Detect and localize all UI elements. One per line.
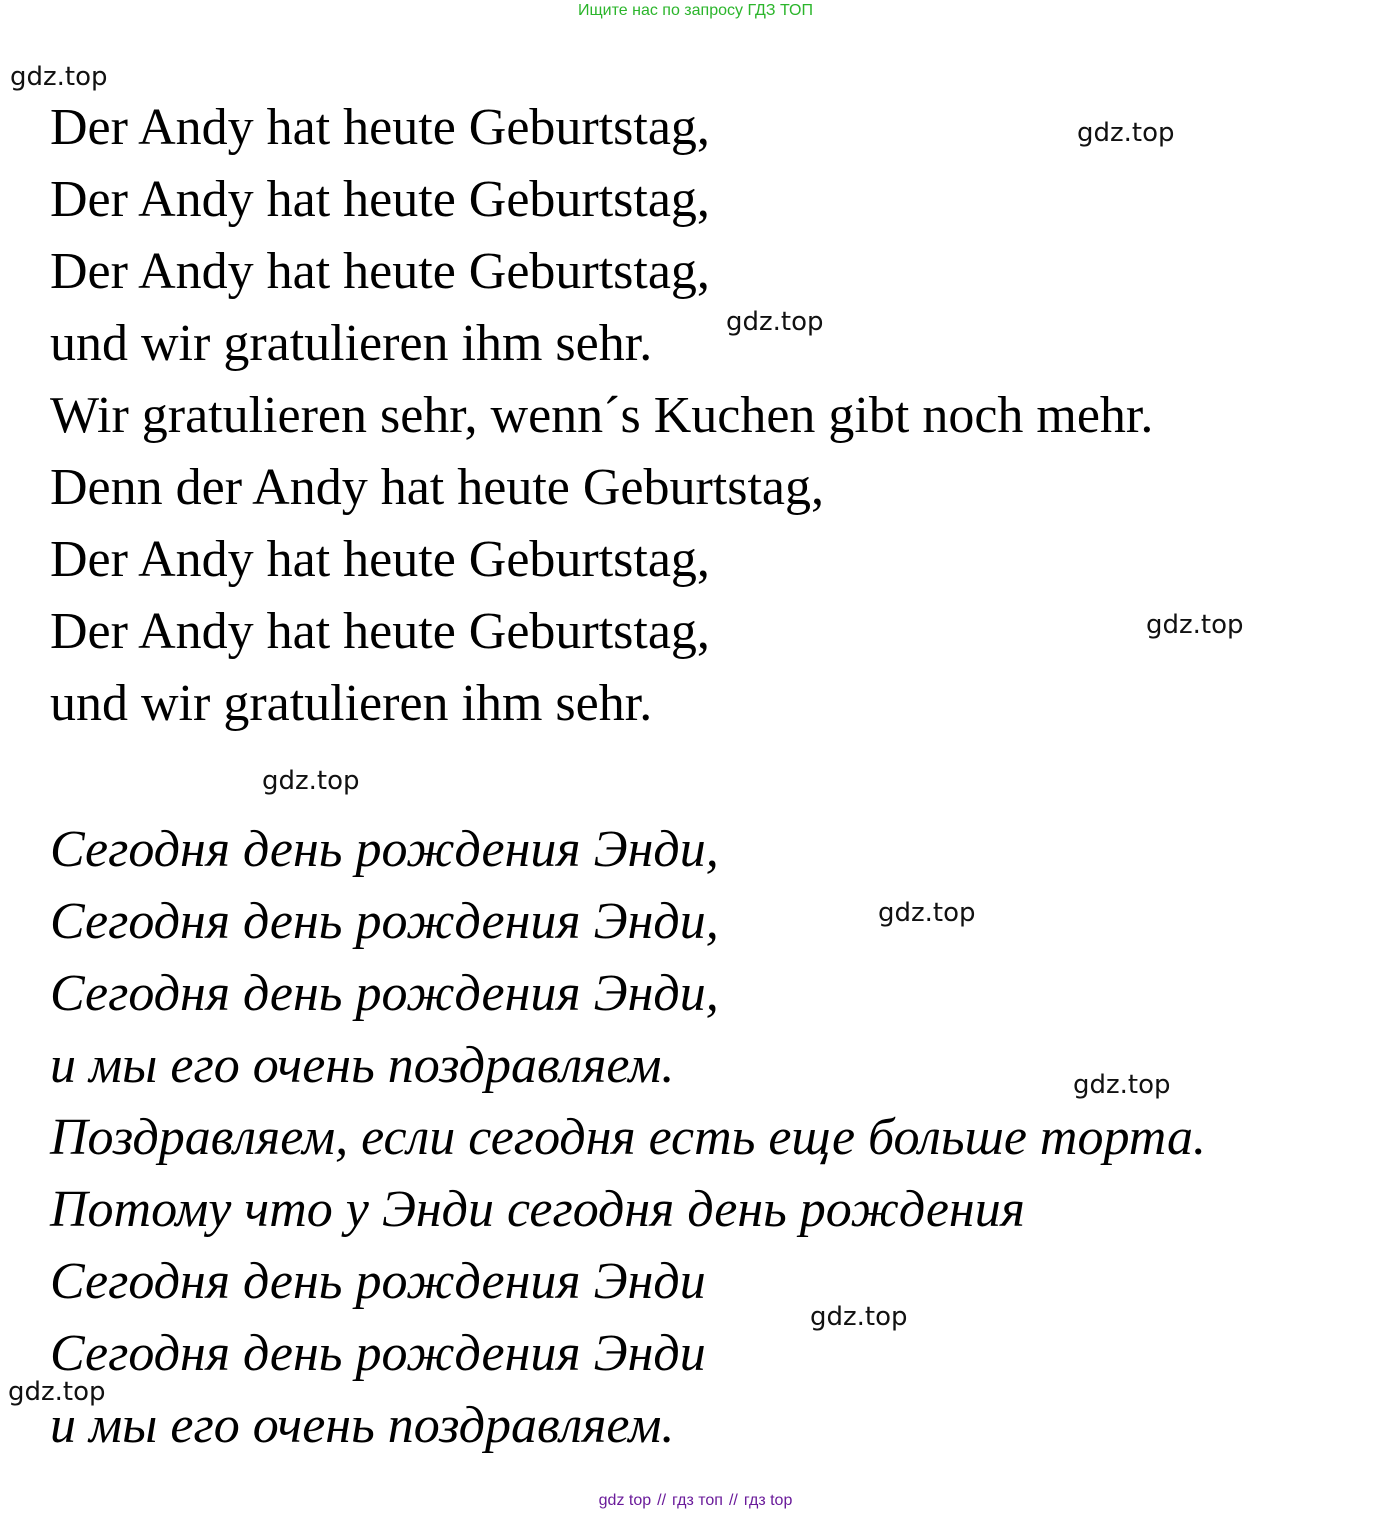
footer-separator: // <box>657 1492 667 1509</box>
german-line: Der Andy hat heute Geburtstag, <box>50 99 710 156</box>
german-line: und wir gratulieren ihm sehr. <box>50 315 653 372</box>
watermark: gdz.top <box>262 766 360 796</box>
footer-link[interactable]: гдз top <box>743 1492 793 1509</box>
watermark: gdz.top <box>1073 1070 1171 1100</box>
german-line: Wir gratulieren sehr, wenn´s Kuchen gibt noch mehr. <box>50 387 1154 444</box>
watermark: gdz.top <box>878 898 976 928</box>
watermark: gdz.top <box>10 62 108 92</box>
footer-links <box>0 1492 1391 1510</box>
german-line: Der Andy hat heute Geburtstag, <box>50 243 710 300</box>
german-line: Der Andy hat heute Geburtstag, <box>50 603 710 660</box>
footer-link[interactable]: gdz top <box>598 1492 652 1509</box>
watermark: gdz.top <box>810 1302 908 1332</box>
german-line: Denn der Andy hat heute Geburtstag, <box>50 459 825 516</box>
watermark: gdz.top <box>726 307 824 337</box>
russian-line: Сегодня день рождения Энди, <box>50 821 719 878</box>
german-line: Der Andy hat heute Geburtstag, <box>50 531 710 588</box>
watermark: gdz.top <box>8 1377 106 1407</box>
german-line: Der Andy hat heute Geburtstag, <box>50 171 710 228</box>
watermark: gdz.top <box>1077 118 1175 148</box>
russian-line: и мы его очень поздравляем. <box>50 1037 675 1094</box>
russian-line: Потому что у Энди сегодня день рождения <box>50 1181 1025 1238</box>
russian-line: Сегодня день рождения Энди, <box>50 965 719 1022</box>
footer-separator: // <box>728 1492 738 1509</box>
russian-line: и мы его очень поздравляем. <box>50 1397 675 1454</box>
russian-line: Сегодня день рождения Энди <box>50 1253 706 1310</box>
footer-link[interactable]: гдз топ <box>672 1492 723 1509</box>
watermark: gdz.top <box>1146 610 1244 640</box>
russian-line: Сегодня день рождения Энди <box>50 1325 706 1382</box>
russian-line: Поздравляем, если сегодня есть еще больше торта. <box>50 1109 1206 1166</box>
german-line: und wir gratulieren ihm sehr. <box>50 675 653 732</box>
top-banner: Ищите нас по запросу ГДЗ ТОП <box>578 2 813 19</box>
russian-line: Сегодня день рождения Энди, <box>50 893 719 950</box>
